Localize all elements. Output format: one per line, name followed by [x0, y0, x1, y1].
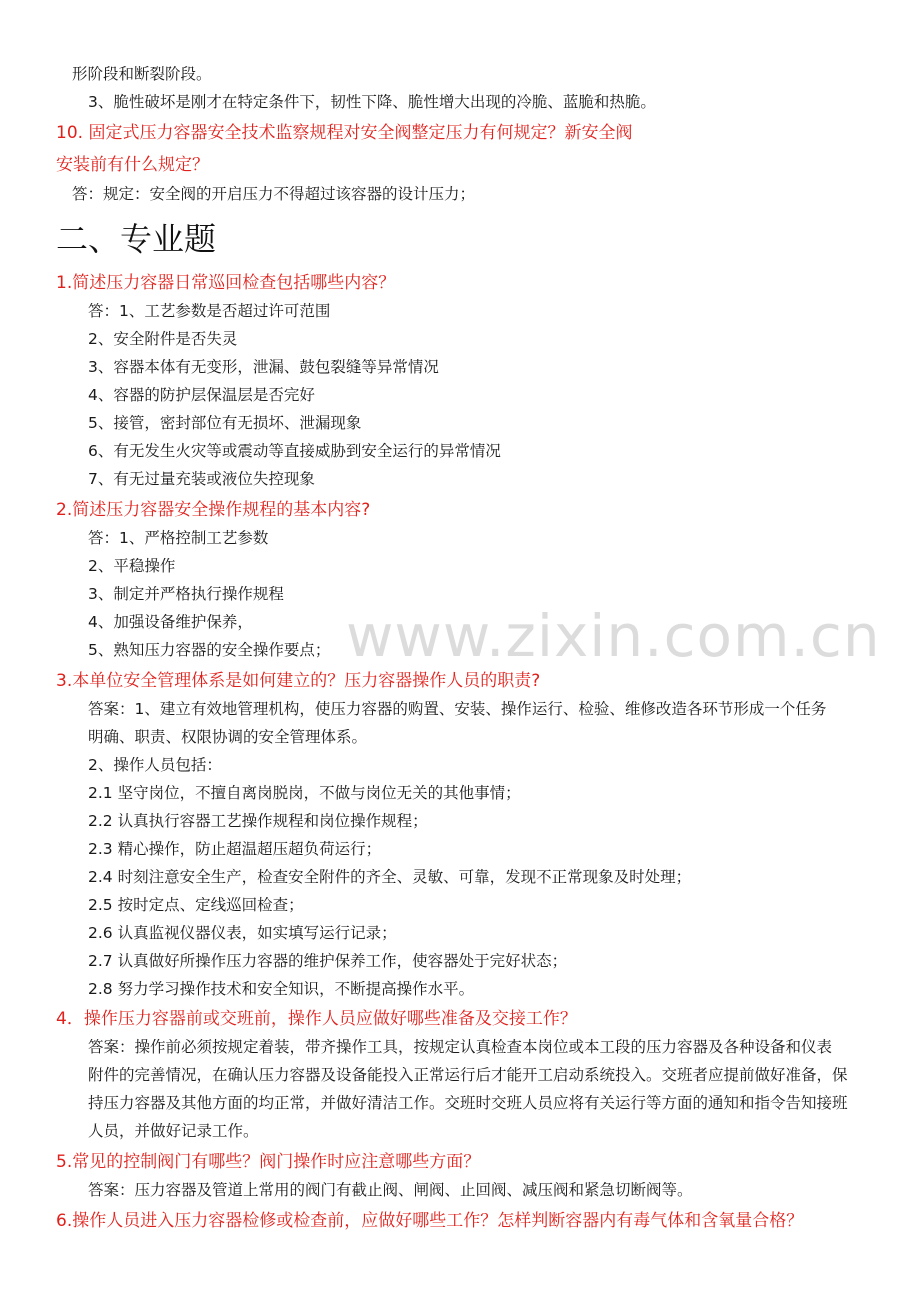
answer-line: 3、制定并严格执行操作规程: [88, 585, 284, 603]
answer-line: 4、容器的防护层保温层是否完好: [88, 386, 315, 404]
answer-line: 2.1 坚守岗位，不擅自离岗脱岗，不做与岗位无关的其他事情；: [88, 784, 521, 802]
answer-line: 2.2 认真执行容器工艺操作规程和岗位操作规程；: [88, 812, 428, 830]
answer-line: 2.5 按时定点、定线巡回检查；: [88, 896, 304, 914]
answer-line: 明确、职责、权限协调的安全管理体系。: [88, 728, 368, 746]
answer-line: 5、熟知压力容器的安全操作要点；: [88, 641, 331, 659]
question-5-title: 5.常见的控制阀门有哪些？阀门操作时应注意哪些方面？: [56, 1152, 481, 1172]
answer-line: 答：1、工艺参数是否超过许可范围: [88, 302, 331, 320]
question-10-title-cont: 安装前有什么规定？: [56, 155, 209, 175]
answer-line: 答：1、严格控制工艺参数: [88, 529, 269, 547]
question-6-title: 6.操作人员进入压力容器检修或检查前，应做好哪些工作？怎样判断容器内有毒气体和含氧量合格？: [56, 1211, 804, 1231]
text-line: 3、脆性破坏是刚才在特定条件下，韧性下降、脆性增大出现的冷脆、蓝脆和热脆。: [88, 93, 656, 111]
answer-line: 7、有无过量充装或液位失控现象: [88, 470, 315, 488]
answer-line: 2.4 时刻注意安全生产，检查安全附件的齐全、灵敏、可靠，发现不正常现象及时处理；: [88, 868, 692, 886]
answer-line: 2、操作人员包括：: [88, 756, 222, 774]
answer-line: 4、加强设备维护保养，: [88, 613, 253, 631]
answer-line: 人员，并做好记录工作。: [88, 1122, 259, 1140]
text-line: 形阶段和断裂阶段。: [72, 65, 212, 83]
question-10-title: 10. 固定式压力容器安全技术监察规程对安全阀整定压力有何规定？新安全阀: [56, 123, 633, 143]
answer-line: 5、接管，密封部位有无损坏、泄漏现象: [88, 414, 362, 432]
answer-line: 答案：操作前必须按规定着装，带齐操作工具，按规定认真检查本岗位或本工段的压力容器及各种设备和仪表: [88, 1038, 833, 1056]
answer-line: 答案：压力容器及管道上常用的阀门有截止阀、闸阀、止回阀、减压阀和紧急切断阀等。: [88, 1181, 693, 1199]
answer-line: 持压力容器及其他方面的均正常，并做好清洁工作。交班时交班人员应将有关运行等方面的通知和指令告知接班: [88, 1094, 848, 1112]
answer-line: 3、容器本体有无变形，泄漏、鼓包裂缝等异常情况: [88, 358, 439, 376]
answer-line: 2.3 精心操作，防止超温超压超负荷运行；: [88, 840, 382, 858]
answer-10: 答：规定：安全阀的开启压力不得超过该容器的设计压力；: [72, 185, 476, 203]
watermark: www.zixin.com.cn: [346, 602, 881, 670]
question-3-title: 3.本单位安全管理体系是如何建立的？压力容器操作人员的职责?: [56, 671, 541, 691]
answer-line: 2、安全附件是否失灵: [88, 330, 238, 348]
question-2-title: 2.简述压力容器安全操作规程的基本内容?: [56, 500, 371, 520]
answer-line: 2.6 认真监视仪器仪表，如实填写运行记录；: [88, 924, 397, 942]
answer-line: 6、有无发生火灾等或震动等直接威胁到安全运行的异常情况: [88, 442, 501, 460]
question-1-title: 1.简述压力容器日常巡回检查包括哪些内容？: [56, 273, 396, 293]
answer-line: 答案：1、建立有效地管理机构，使压力容器的购置、安装、操作运行、检验、维修改造各环节形成一个任务: [88, 700, 827, 718]
answer-line: 2.7 认真做好所操作压力容器的维护保养工作，使容器处于完好状态；: [88, 952, 568, 970]
question-4-title: 4．操作压力容器前或交班前，操作人员应做好哪些准备及交接工作？: [56, 1009, 577, 1029]
answer-line: 附件的完善情况，在确认压力容器及设备能投入正常运行后才能开工启动系统投入。交班者应提前做好准备，保: [88, 1066, 848, 1084]
answer-line: 2、平稳操作: [88, 557, 176, 575]
section-title: 二、专业题: [56, 220, 217, 258]
answer-line: 2.8 努力学习操作技术和安全知识，不断提高操作水平。: [88, 980, 475, 998]
